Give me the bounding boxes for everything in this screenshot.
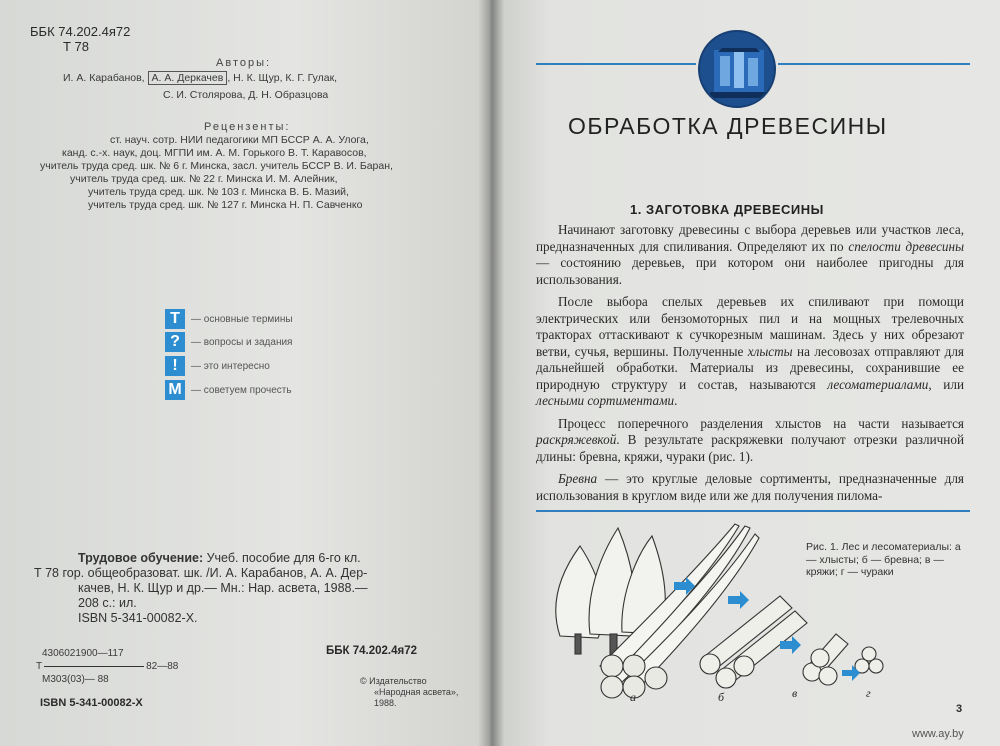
question-icon: ? (165, 332, 185, 352)
bbk-bottom: ББК 74.202.4я72 (326, 645, 418, 657)
copyright-icon: © (360, 676, 367, 686)
bbk-code: ББК 74.202.4я72 (30, 24, 131, 39)
p2-text-c: , или (928, 376, 964, 392)
p2-italic-3: лесными сортиментами (536, 393, 675, 408)
biblio-isbn: ISBN 5-341-00082-X. (78, 611, 198, 625)
biblio-line-3: качев, Н. К. Щур и др.— Мн.: Нар. асвета, 1988.— (78, 581, 368, 595)
left-page (0, 0, 490, 746)
biblio-line-4: 208 с.: ил. (78, 596, 137, 610)
paragraph-1 (536, 222, 964, 288)
p1-text-b: — состоянию деревьев, при котором они наиболее пригодны для использования. (536, 255, 964, 287)
authors-rest: , Н. К. Щур, К. Г. Гулак, (227, 72, 338, 84)
p1-italic: спелости древесины (848, 238, 964, 254)
section-title: 1. ЗАГОТОВКА ДРЕВЕСИНЫ (630, 202, 824, 217)
header-rule-left (536, 63, 696, 65)
biblio-line-2: Т 78 гор. общеобразоват. шк. /И. А. Карабанов, А. А. Дер- (34, 566, 368, 580)
chapter-emblem-icon (698, 30, 776, 108)
publisher-line-2: «Народная асвета», (374, 687, 459, 697)
p2-text-a: После выбора спелых деревьев их спиливают при помощи электрических или бензомоторных пил и на мощных трелевочных тракторах оттаскивают к сучкорезным машинам. Здесь у них обрезают ветви, сучья, вершины. Полученные (536, 294, 964, 359)
p2-text-d: . (674, 393, 678, 408)
p3-italic: раскряжевкой (536, 432, 617, 447)
code-line-2: М303(03)— 88 (42, 674, 109, 685)
figure-rule (536, 510, 970, 512)
legend-read (165, 380, 292, 400)
legend-interesting (165, 356, 270, 376)
reviewer-6: учитель труда сред. шк. № 127 г. Минска Н. П. Савченко (88, 199, 363, 211)
isbn-bottom: ISBN 5-341-00082-X (40, 697, 143, 709)
bbk-header (30, 24, 130, 54)
biblio-title: Трудовое обучение: (78, 551, 204, 565)
fraction-line (44, 666, 144, 667)
bolts-c (803, 634, 848, 685)
legend-questions-text: — вопросы и задания (191, 336, 293, 348)
t-code: Т 78 (63, 39, 90, 54)
publisher-year: 1988. (374, 698, 397, 708)
chapter-title: ОБРАБОТКА ДРЕВЕСИНЫ (568, 113, 888, 139)
p2-text-b: на лесовозах отправляют для дальнейшей обработки. Материалы из древесины, сохранившие ее природную структуру и состав, называются (536, 343, 964, 392)
author-derkachev-boxed: А. А. Деркачев (148, 71, 228, 85)
p4-text-b: — это круглые деловые сортименты, предназначенные для использования в круглом виде или же для получения пилома- (536, 471, 964, 503)
reviewers-heading: Рецензенты: (204, 121, 291, 133)
p2-italic-1: хлысты (747, 343, 793, 359)
arrow-icon-2 (728, 591, 749, 609)
p4-italic: Бревна (558, 471, 598, 486)
legend-interesting-text: — это интересно (191, 360, 270, 372)
publisher-line-1: Издательство (369, 676, 427, 686)
bibliographic-record (34, 551, 420, 626)
authors-line-1 (63, 72, 337, 85)
fig-label-b: б (718, 690, 725, 704)
book-icon: M (165, 380, 185, 400)
publisher-block (360, 676, 458, 709)
legend-terms (165, 309, 293, 329)
paragraph-3 (536, 416, 964, 466)
legend-read-text: — советуем прочесть (191, 384, 292, 396)
body-text (536, 222, 964, 510)
code-block (36, 647, 178, 686)
figure-caption: Рис. 1. Лес и лесоматериалы: а — хлысты; б — бревна; в — кряжи; г — чураки (806, 541, 961, 578)
p3-text-b: . В результате раскряжевки получают отрезки различной длины: бревна, кряжи, чураки (рис. 1). (536, 432, 964, 464)
reviewer-1: ст. науч. сотр. НИИ педагогики МП БССР А. А. Улога, (110, 134, 369, 146)
paragraph-4 (536, 471, 964, 504)
p1-text-a: Начинают заготовку древесины с выбора деревьев или участков леса, предназначенных для спиливания. Определяют их по (536, 222, 964, 254)
chocks-d (855, 647, 883, 673)
fig-label-g: г (866, 686, 871, 700)
fig-label-a: а (630, 690, 636, 704)
legend-questions (165, 332, 292, 352)
book-gutter (478, 0, 504, 746)
author-karabanov: И. А. Карабанов, (63, 72, 145, 84)
header-rule-right (778, 63, 970, 65)
biblio-line-1: Учеб. пособие для 6-го кл. (203, 551, 361, 565)
exclamation-icon: ! (165, 356, 185, 376)
code-t: Т (36, 661, 43, 672)
code-line-1-tail: 82—88 (146, 661, 179, 672)
fig-label-v: в (792, 686, 798, 700)
legend-terms-text: — основные термины (191, 313, 293, 325)
code-line-1: 4306021900—117 (42, 648, 124, 659)
reviewer-3: учитель труда сред. шк. № 6 г. Минска, засл. учитель БССР В. И. Баран, (40, 160, 393, 172)
reviewer-2: канд. с.-х. наук, доц. МГПИ им. А. М. Горького В. Т. Каравосов, (62, 147, 367, 159)
watermark: www.ay.by (912, 728, 964, 740)
p3-text-a: Процесс поперечного разделения хлыстов на части называется (558, 415, 964, 431)
reviewer-4: учитель труда сред. шк. № 22 г. Минска И. М. Алейник, (70, 173, 338, 185)
p2-italic-2: лесоматериалами (827, 376, 929, 392)
paragraph-2 (536, 294, 964, 410)
terms-icon: T (165, 309, 185, 329)
authors-line-2: С. И. Столярова, Д. Н. Образцова (163, 89, 329, 101)
authors-heading: Авторы: (216, 57, 272, 69)
page-number: 3 (956, 703, 963, 715)
reviewer-5: учитель труда сред. шк. № 103 г. Минска В. Б. Мазий, (88, 186, 349, 198)
